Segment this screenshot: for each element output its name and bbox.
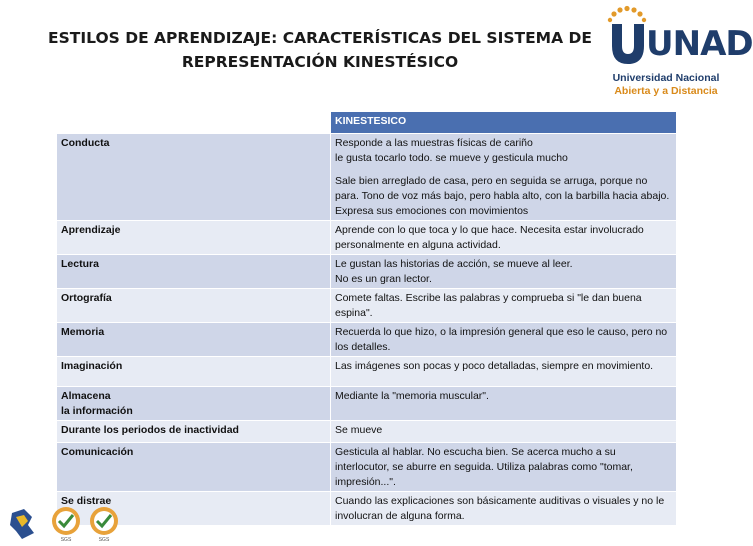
table-row bbox=[57, 134, 677, 221]
table-row bbox=[57, 357, 677, 387]
table-header-row bbox=[57, 112, 677, 134]
quality-seal-2-text: SGS bbox=[98, 537, 110, 543]
row-text-para-2: Sale bien arreglado de casa, pero en seguida se arruga, porque no para. Tono de voz más bajo, pero habla alto, con la barbilla hacia abajo. Expresa sus emociones con movimientos bbox=[335, 175, 670, 217]
table-row bbox=[57, 421, 677, 443]
row-label: Conducta bbox=[57, 134, 331, 221]
unad-subtitle-2: Abierta y a Distancia bbox=[614, 85, 718, 97]
header-empty-cell bbox=[57, 112, 331, 134]
title-line-2: REPRESENTACIÓN KINESTÉSICO bbox=[181, 53, 459, 71]
row-text: Aprende con lo que toca y lo que hace. Necesita estar involucrado personalmente en alguna actividad. bbox=[331, 221, 677, 255]
colombia-map-seal-icon bbox=[10, 509, 34, 539]
row-label: Imaginación bbox=[57, 357, 331, 387]
table-row bbox=[57, 255, 677, 289]
row-label: Lectura bbox=[57, 255, 331, 289]
unad-logo bbox=[604, 6, 753, 98]
row-text: Recuerda lo que hizo, o la impresión general que eso le causo, pero no los detalles. bbox=[331, 323, 677, 357]
row-text: Gesticula al hablar. No escucha bien. Se acerca mucho a su interlocutor, se aburre en seguida. Utiliza palabras como "tomar, impresión...". bbox=[331, 443, 677, 492]
row-label: Se distrae bbox=[57, 492, 331, 526]
row-text: Las imágenes son pocas y poco detalladas, siempre en movimiento. bbox=[331, 357, 677, 387]
table-row bbox=[57, 323, 677, 357]
quality-seal-2-icon bbox=[90, 507, 118, 543]
row-label: Ortografía bbox=[57, 289, 331, 323]
unad-subtitle-1: Universidad Nacional bbox=[612, 72, 720, 84]
row-text: Comete faltas. Escribe las palabras y comprueba si "le dan buena espina". bbox=[331, 289, 677, 323]
table-row bbox=[57, 289, 677, 323]
slide-title bbox=[40, 26, 600, 74]
table-row bbox=[57, 221, 677, 255]
row-text bbox=[331, 134, 677, 221]
row-label: Memoria bbox=[57, 323, 331, 357]
quality-seal-1-text: SGS bbox=[60, 537, 72, 543]
row-label: Almacena la información bbox=[57, 387, 331, 421]
characteristics-table bbox=[56, 111, 677, 526]
row-text: Le gustan las historias de acción, se mueve al leer. No es un gran lector. bbox=[331, 255, 677, 289]
quality-seal-1-icon bbox=[52, 507, 80, 543]
row-label: Comunicación bbox=[57, 443, 331, 492]
header-cell-kinestesico: KINESTESICO bbox=[331, 112, 677, 134]
table-row bbox=[57, 443, 677, 492]
certification-seals bbox=[6, 503, 136, 543]
row-label: Aprendizaje bbox=[57, 221, 331, 255]
row-label: Durante los periodos de inactividad bbox=[57, 421, 331, 443]
unad-emblem-icon bbox=[606, 6, 650, 66]
row-text: Mediante la "memoria muscular". bbox=[331, 387, 677, 421]
table-row bbox=[57, 492, 677, 526]
row-text-para-1: Responde a las muestras físicas de cariño le gusta tocarlo todo. se mueve y gesticula mucho bbox=[335, 137, 568, 164]
row-text: Cuando las explicaciones son básicamente auditivas o visuales y no le involucran de alguna forma. bbox=[331, 492, 677, 526]
row-text: Se mueve bbox=[331, 421, 677, 443]
unad-brand: UNAD bbox=[646, 24, 753, 64]
table-row bbox=[57, 387, 677, 421]
title-line-1: ESTILOS DE APRENDIZAJE: CARACTERÍSTICAS DEL SISTEMA DE bbox=[48, 29, 592, 47]
